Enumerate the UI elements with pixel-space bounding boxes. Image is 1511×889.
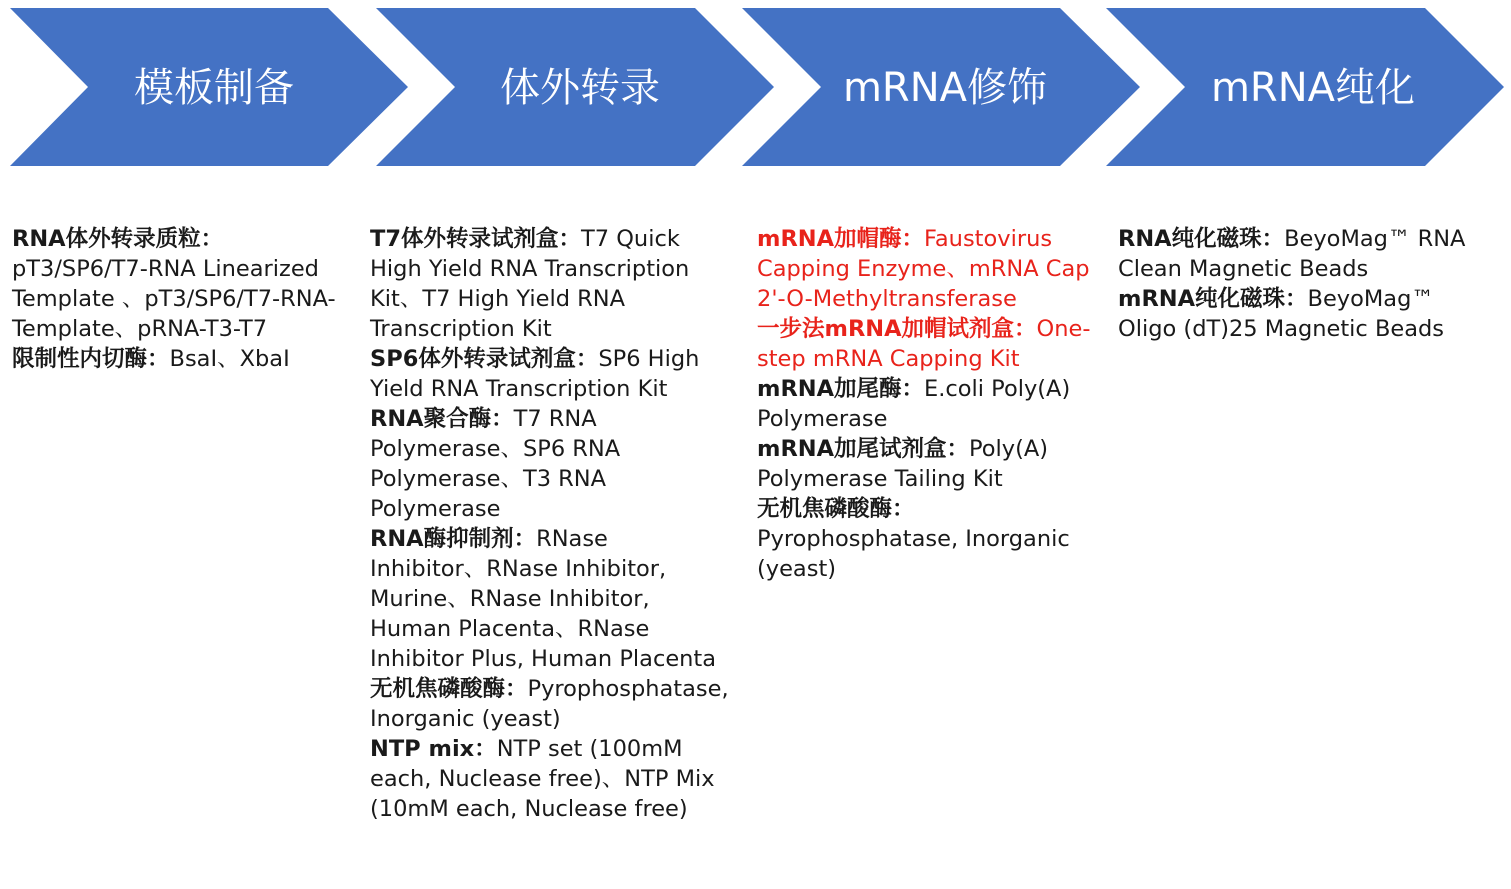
transcription-products — [370, 224, 730, 824]
product-names: NTP set (100mM each, Nuclease free)、NTP Mix (10mM each, Nuclease free) — [370, 736, 715, 822]
product-names: BeyoMag™ RNA Clean Magnetic Beads — [1118, 226, 1466, 282]
product-names: BeyoMag™ Oligo (dT)25 Magnetic Beads — [1118, 286, 1445, 342]
workflow-arrows — [0, 0, 1511, 175]
product-category: mRNA加尾试剂盒： — [757, 436, 970, 462]
product-names: T7 Quick High Yield RNA Transcription Kit、T7 High Yield RNA Transcription Kit — [370, 226, 690, 342]
product-entry — [757, 434, 1105, 494]
product-category: SP6体外转录试剂盒： — [370, 346, 599, 372]
step-label-in-vitro-transcription: 体外转录 — [500, 65, 660, 111]
product-names: Faustovirus Capping Enzyme、mRNA Cap 2'-O-Methyltransferase — [757, 226, 1090, 312]
product-entry-highlighted — [757, 224, 1105, 314]
product-names: E.coli Poly(A) Polymerase — [757, 376, 1071, 432]
product-names: T7 RNA Polymerase、SP6 RNA Polymerase、T3 RNA Polymerase — [370, 406, 621, 522]
product-category: RNA纯化磁珠： — [1118, 226, 1285, 252]
product-entry — [757, 494, 1105, 584]
product-names: Poly(A) Polymerase Tailing Kit — [757, 436, 1049, 492]
product-names: Pyrophosphatase, Inorganic (yeast) — [757, 526, 1070, 582]
product-entry — [370, 224, 730, 344]
product-entry — [370, 734, 730, 824]
product-category: mRNA纯化磁珠： — [1118, 286, 1308, 312]
product-category: NTP mix： — [370, 736, 497, 762]
step-label-template-prep: 模板制备 — [134, 65, 294, 111]
purification-products — [1118, 224, 1498, 344]
product-entry — [12, 344, 358, 374]
product-category: mRNA加帽酶： — [757, 226, 925, 252]
product-entry — [370, 674, 730, 734]
product-entry — [757, 374, 1105, 434]
product-names: Pyrophosphatase, Inorganic (yeast) — [370, 676, 729, 732]
product-category: RNA体外转录质粒： — [12, 226, 224, 252]
step-arrow-mrna-purification — [1106, 8, 1504, 166]
product-names: BsaI、XbaI — [169, 346, 290, 372]
step-label-mrna-purification: mRNA纯化 — [1210, 65, 1416, 111]
product-category: T7体外转录试剂盒： — [370, 226, 582, 252]
product-names: SP6 High Yield RNA Transcription Kit — [370, 346, 700, 402]
step-arrow-mrna-modification — [742, 8, 1140, 166]
product-category: 无机焦磷酸酶： — [757, 496, 915, 522]
product-entry — [370, 344, 730, 404]
product-entry — [370, 404, 730, 524]
product-entry-highlighted — [757, 314, 1105, 374]
product-category: mRNA加尾酶： — [757, 376, 925, 402]
product-category: 无机焦磷酸酶： — [370, 676, 528, 702]
product-names: pT3/SP6/T7-RNA Linearized Template 、pT3/SP6/T7-RNA-Template、pRNA-T3-T7 — [12, 256, 336, 342]
step-arrow-template-prep — [10, 8, 408, 166]
product-names: RNase Inhibitor、RNase Inhibitor, Murine、RNase Inhibitor, Human Placenta、RNase Inhibitor Plus, Human Placenta — [370, 526, 717, 672]
product-entry — [1118, 284, 1498, 344]
product-category: 一步法mRNA加帽试剂盒： — [757, 316, 1037, 342]
step-arrow-in-vitro-transcription — [376, 8, 774, 166]
product-category: RNA聚合酶： — [370, 406, 514, 432]
step-label-mrna-modification: mRNA修饰 — [842, 65, 1048, 111]
modification-products — [757, 224, 1105, 584]
product-category: 限制性内切酶： — [12, 346, 170, 372]
product-names: One-step mRNA Capping Kit — [757, 316, 1091, 372]
product-category: RNA酶抑制剂： — [370, 526, 537, 552]
template-prep-products — [12, 224, 358, 374]
product-entry — [1118, 224, 1498, 284]
product-entry — [12, 224, 358, 344]
product-entry — [370, 524, 730, 674]
